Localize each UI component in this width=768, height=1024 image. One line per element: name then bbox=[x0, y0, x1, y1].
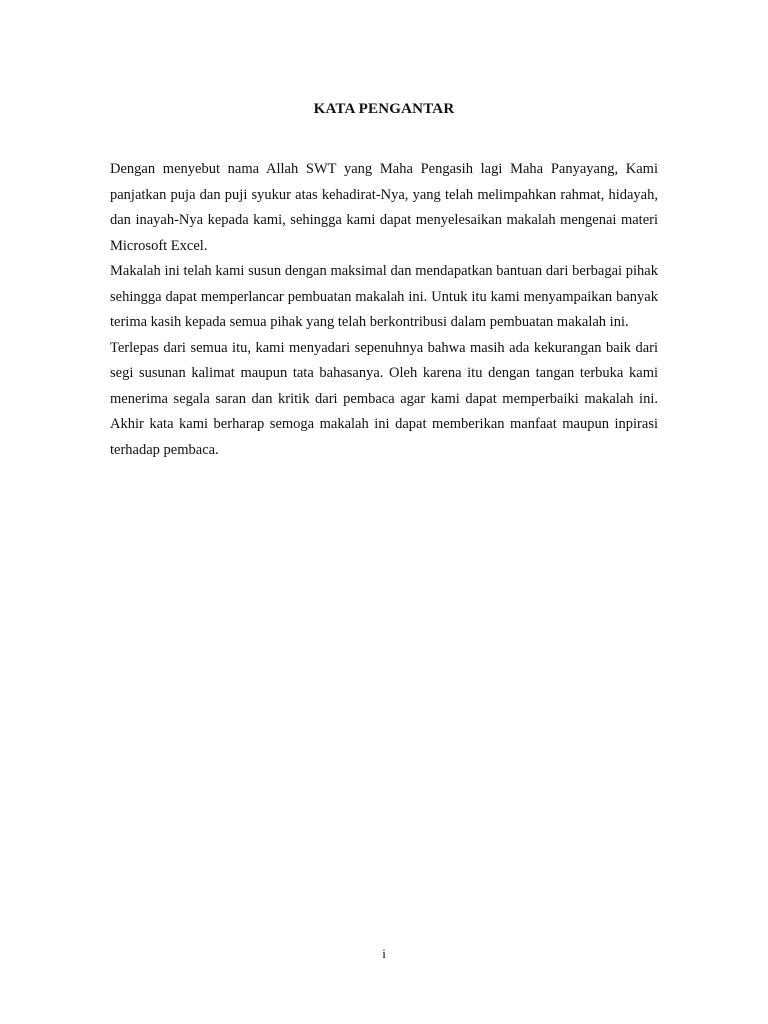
page-title: KATA PENGANTAR bbox=[313, 101, 455, 117]
paragraph-1: Dengan menyebut nama Allah SWT yang Maha Pengasih lagi Maha Panyayang, Kami panjatkan puja dan puji syukur atas kehadirat-Nya, yang telah melimpahkan rahmat, hidayah, dan inayah-Nya kepada kami, sehingga kami dapat menyelesaikan makalah mengenai materi Microsoft Excel. bbox=[110, 161, 658, 254]
document-body bbox=[110, 157, 658, 463]
page-number: i bbox=[382, 946, 386, 961]
paragraph-2: Makalah ini telah kami susun dengan maksimal dan mendapatkan bantuan dari berbagai pihak sehingga dapat memperlancar pembuatan makalah ini. Untuk itu kami menyampaikan banyak terima kasih kepada semua pihak yang telah berkontribusi dalam pembuatan makalah ini. bbox=[110, 263, 658, 330]
paragraph-3: Terlepas dari semua itu, kami menyadari sepenuhnya bahwa masih ada kekurangan baik dari segi susunan kalimat maupun tata bahasanya. Oleh karena itu dengan tangan terbuka kami menerima segala saran dan kritik dari pembaca agar kami dapat memperbaiki makalah ini. Akhir kata kami berharap semoga makalah ini dapat memberikan manfaat maupun inpirasi terhadap pembaca. bbox=[110, 339, 658, 458]
